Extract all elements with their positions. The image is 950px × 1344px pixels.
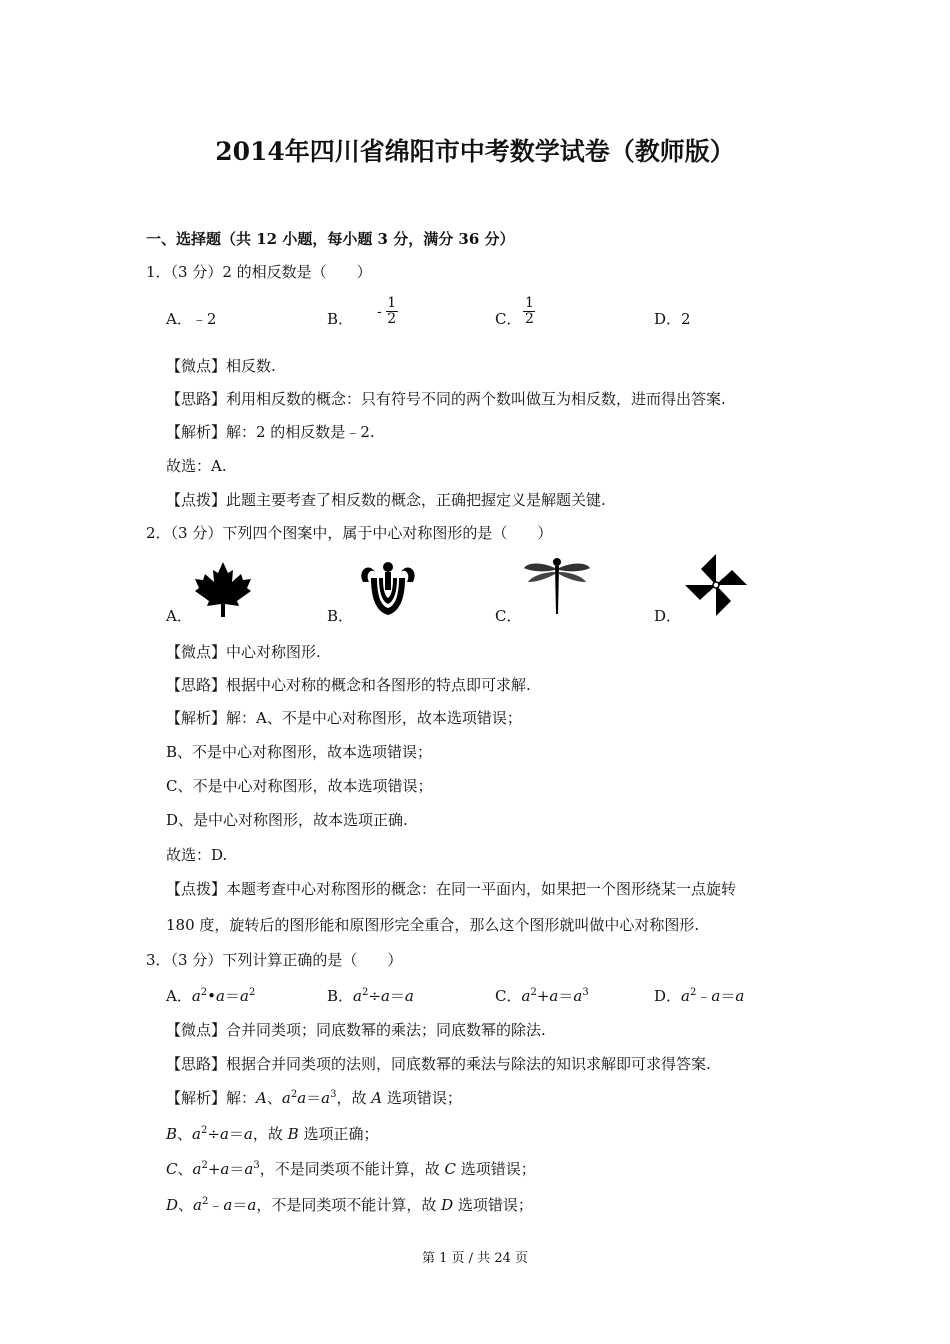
- fraction-denominator: 2: [525, 311, 534, 327]
- q2-weidian: 【微点】中心对称图形.: [166, 643, 321, 661]
- q2-option-c-label: C．: [495, 607, 522, 625]
- q2-silu: 【思路】根据中心对称的概念和各图形的特点即可求解.: [166, 676, 531, 694]
- q1-stem: 1．（3 分）2 的相反数是（ ）: [146, 263, 372, 281]
- page-title: 2014年四川省绵阳市中考数学试卷（教师版）: [215, 137, 735, 166]
- q1-answer: 故选：A.: [166, 457, 227, 475]
- q3-option-d: D．$a^2﹣a=a$: [654, 987, 745, 1005]
- q1-silu: 【思路】利用相反数的概念：只有符号不同的两个数叫做互为相反数，进而得出答案.: [166, 390, 726, 408]
- q2-dianbo-2: 180 度，旋转后的图形能和原图形完全重合，那么这个图形就叫做中心对称图形.: [166, 916, 700, 934]
- q1-option-c: [495, 294, 535, 329]
- q3-line-c-suffix: ，不是同类项不能计算，故: [259, 1160, 440, 1178]
- q3-jiexi-prefix: 【解析】解：: [166, 1089, 257, 1107]
- q3-weidian: 【微点】合并同类项；同底数幂的乘法；同底数幂的除法.: [166, 1021, 546, 1039]
- q2-option-a-label: A．: [166, 607, 192, 625]
- q2-jiexi: 【解析】解：A、不是中心对称图形，故本选项错误；: [166, 709, 522, 727]
- q2-option-d-label: D．: [654, 607, 682, 625]
- fraction-denominator: 2: [387, 311, 397, 327]
- q3-line-d-suffix: ，不是同类项不能计算，故: [256, 1196, 437, 1214]
- q2-option-b-label: B．: [327, 607, 354, 625]
- q3-stem: 3．（3 分）下列计算正确的是（ ）: [146, 951, 403, 969]
- pinwheel-icon: [683, 552, 749, 618]
- q1-jiexi: 【解析】解：2 的相反数是﹣2.: [166, 423, 375, 441]
- q3-option-c: C．$a^2+a=a^3$: [495, 987, 589, 1005]
- q1-option-c-fraction: [523, 296, 535, 327]
- q3-option-a: A．$a^2•a=a^2$: [166, 987, 256, 1005]
- q3-line-d-end: 选项错误；: [457, 1196, 533, 1214]
- q2-answer: 故选：D.: [166, 846, 228, 864]
- dragonfly-icon: [522, 556, 592, 616]
- fraction-numerator: 1: [387, 295, 397, 311]
- q3-line-b: B、$a^2\div a=a$，故 B 选项正确；: [166, 1125, 379, 1143]
- q3-line-c: C、$a^2+a=a^3$，不是同类项不能计算，故 C 选项错误；: [166, 1160, 536, 1178]
- emblem-icon: [357, 560, 419, 618]
- q3-line-d: D、$a^2﹣a=a$，不是同类项不能计算，故 D 选项错误；: [166, 1196, 533, 1214]
- fraction-numerator: 1: [525, 295, 534, 311]
- q2-dianbo-1: 【点拨】本题考查中心对称图形的概念：在同一平面内，如果把一个图形绕某一点旋转: [166, 880, 737, 898]
- page-footer: 第 1 页 / 共 24 页: [422, 1251, 528, 1266]
- q1-option-b-label: B．: [327, 310, 354, 328]
- q1-option-b-sign: -: [377, 303, 382, 320]
- q3-option-b-label: B．: [327, 987, 354, 1005]
- q3-option-c-label: C．: [495, 987, 522, 1005]
- q3-option-b: B．$a^2\div a=a$: [327, 987, 414, 1005]
- q2-line-d: D、是中心对称图形，故本选项正确.: [166, 811, 408, 829]
- q3-line-b-suffix: 选项正确；: [303, 1125, 379, 1143]
- q2-line-b: B、不是中心对称图形，故本选项错误；: [166, 743, 433, 761]
- q3-jiexi: 【解析】解：A、$a^2a=a^3$，故 A 选项错误；: [166, 1089, 462, 1107]
- q1-option-c-label: C．: [495, 310, 522, 328]
- q1-dianbo: 【点拨】此题主要考查了相反数的概念，正确把握定义是解题关键.: [166, 491, 606, 509]
- q3-silu: 【思路】根据合并同类项的法则，同底数幂的乘法与除法的知识求解即可求得答案.: [166, 1055, 711, 1073]
- q2-stem: 2．（3 分）下列四个图案中，属于中心对称图形的是（ ）: [146, 524, 553, 542]
- q1-option-a: A．﹣2: [166, 310, 217, 328]
- q3-option-d-label: D．: [654, 987, 682, 1005]
- q3-option-a-label: A．: [166, 987, 192, 1005]
- q1-option-b: [327, 294, 398, 329]
- q1-option-b-fraction: [386, 296, 398, 327]
- q1-weidian: 【微点】相反数.: [166, 357, 276, 375]
- section-heading: 一、选择题（共 12 小题，每小题 3 分，满分 36 分）: [146, 230, 515, 248]
- q2-line-c: C、不是中心对称图形，故本选项错误；: [166, 777, 433, 795]
- maple-leaf-icon: [193, 560, 253, 618]
- q3-line-c-end: 选项错误；: [460, 1160, 536, 1178]
- q1-option-d: D．2: [654, 310, 691, 328]
- q3-jiexi-suffix: 选项错误；: [386, 1089, 462, 1107]
